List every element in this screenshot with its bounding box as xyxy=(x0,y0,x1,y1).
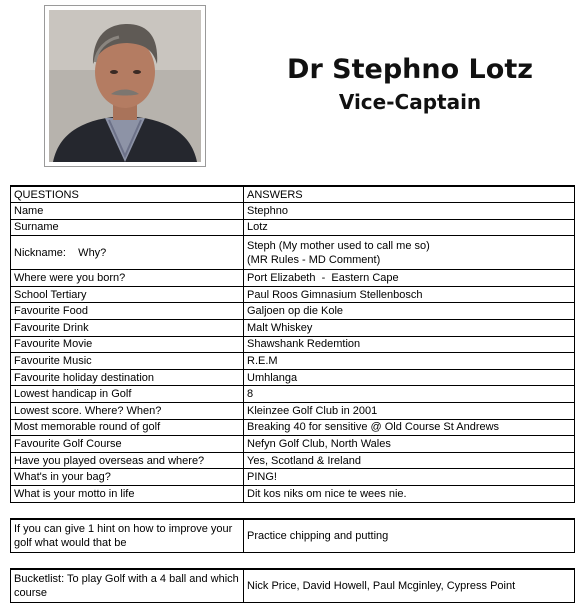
bucketlist-answer: Nick Price, David Howell, Paul Mcginley, Cypress Point xyxy=(244,569,575,602)
question-cell: School Tertiary xyxy=(11,286,244,303)
profile-photo-frame xyxy=(44,5,206,167)
question-cell: Favourite Golf Course xyxy=(11,436,244,453)
question-cell: Lowest handicap in Golf xyxy=(11,386,244,403)
answer-line: (MR Rules - MD Comment) xyxy=(247,253,381,266)
answer-cell: Stephno xyxy=(244,203,575,220)
answer-cell: 8 xyxy=(244,386,575,403)
table-row xyxy=(11,286,575,303)
profile-photo xyxy=(49,10,201,162)
answer-line: Steph (My mother used to call me so) xyxy=(247,239,430,252)
question-cell: Most memorable round of golf xyxy=(11,419,244,436)
question-cell: Favourite Drink xyxy=(11,320,244,337)
table-row xyxy=(11,519,575,552)
table-row xyxy=(11,403,575,420)
answer-cell: Lotz xyxy=(244,219,575,236)
table-row xyxy=(11,369,575,386)
question-cell: What is your motto in life xyxy=(11,486,244,503)
table-row xyxy=(11,270,575,287)
question-cell: Lowest score. Where? When? xyxy=(11,403,244,420)
bucketlist-question: Bucketlist: To play Golf with a 4 ball and which course xyxy=(11,569,244,602)
questions-header: QUESTIONS xyxy=(11,186,244,203)
answer-cell: Nefyn Golf Club, North Wales xyxy=(244,436,575,453)
answer-cell: Port Elizabeth - Eastern Cape xyxy=(244,270,575,287)
question-cell: Have you played overseas and where? xyxy=(11,452,244,469)
table-row xyxy=(11,236,575,270)
title-block xyxy=(250,54,570,116)
question-cell: Name xyxy=(11,203,244,220)
answer-cell: Umhlanga xyxy=(244,369,575,386)
hint-question: If you can give 1 hint on how to improve your golf what would that be xyxy=(11,519,244,552)
answer-cell: Dit kos niks om nice te wees nie. xyxy=(244,486,575,503)
question-cell: Favourite Movie xyxy=(11,336,244,353)
question-cell: What's in your bag? xyxy=(11,469,244,486)
question-cell: Favourite Music xyxy=(11,353,244,370)
table-row xyxy=(11,353,575,370)
answer-cell: Breaking 40 for sensitive @ Old Course St Andrews xyxy=(244,419,575,436)
person-role: Vice-Captain xyxy=(338,90,482,114)
answer-cell: R.E.M xyxy=(244,353,575,370)
answer-cell: Galjoen op die Kole xyxy=(244,303,575,320)
table-row xyxy=(11,219,575,236)
answer-cell: Malt Whiskey xyxy=(244,320,575,337)
questions-table xyxy=(10,185,575,503)
hint-table xyxy=(10,518,575,553)
bucketlist-table xyxy=(10,568,575,603)
answer-cell: Paul Roos Gimnasium Stellenbosch xyxy=(244,286,575,303)
person-name: Dr Stephno Lotz xyxy=(287,54,533,85)
table-row xyxy=(11,569,575,602)
table-row xyxy=(11,320,575,337)
answer-cell: PING! xyxy=(244,469,575,486)
answer-cell: Kleinzee Golf Club in 2001 xyxy=(244,403,575,420)
table-header-row xyxy=(11,186,575,203)
answers-header: ANSWERS xyxy=(244,186,575,203)
table-row xyxy=(11,486,575,503)
question-cell: Nickname: Why? xyxy=(11,236,244,270)
question-cell: Surname xyxy=(11,219,244,236)
answer-cell xyxy=(244,236,575,270)
table-row xyxy=(11,452,575,469)
hint-answer: Practice chipping and putting xyxy=(244,519,575,552)
table-row xyxy=(11,336,575,353)
table-row xyxy=(11,386,575,403)
question-cell: Favourite holiday destination xyxy=(11,369,244,386)
answer-cell: Yes, Scotland & Ireland xyxy=(244,452,575,469)
question-cell: Where were you born? xyxy=(11,270,244,287)
question-cell: Favourite Food xyxy=(11,303,244,320)
table-row xyxy=(11,469,575,486)
table-row xyxy=(11,303,575,320)
table-row xyxy=(11,419,575,436)
answer-cell: Shawshank Redemtion xyxy=(244,336,575,353)
table-row xyxy=(11,203,575,220)
table-row xyxy=(11,436,575,453)
